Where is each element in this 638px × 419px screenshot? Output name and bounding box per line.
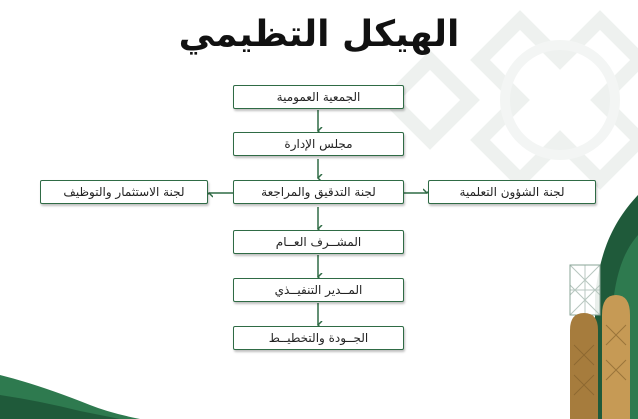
node-executive-director: المــدير التنفيــذي (233, 278, 404, 302)
corner-ornament-left (0, 345, 140, 419)
node-audit-committee: لجنة التدقيق والمراجعة (233, 180, 404, 204)
node-scientific-committee: لجنة الشؤون التعلمية (428, 180, 596, 204)
page-title: الهيكل التظيمي (178, 14, 460, 55)
node-general-assembly: الجمعية العمومية (233, 85, 404, 109)
corner-ornament-right (540, 195, 638, 419)
node-general-supervisor: المشــرف العــام (233, 230, 404, 254)
node-quality-planning: الجــودة والتخطيــط (233, 326, 404, 350)
node-investment-committee: لجنة الاستثمار والتوظيف (40, 180, 208, 204)
node-board: مجلس الإدارة (233, 132, 404, 156)
